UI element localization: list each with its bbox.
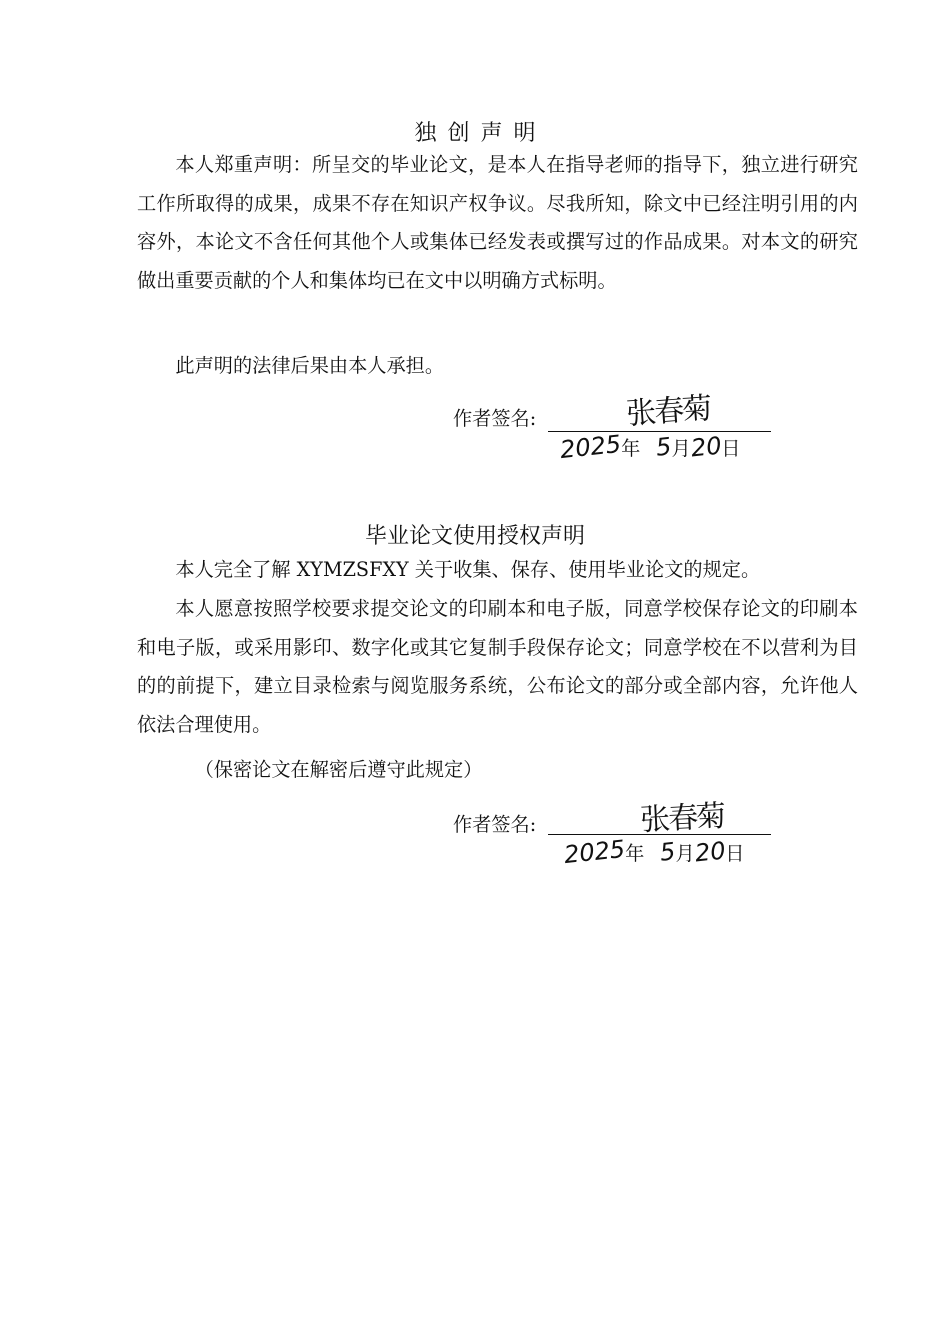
date-month: 5 bbox=[654, 432, 673, 462]
originality-declaration-paragraph: 本人郑重声明：所呈交的毕业论文，是本人在指导老师的指导下，独立进行研究工作所取得的成果，成果不存在知识产权争议。尽我所知，除文中已经注明引用的内容外，本论文不含任何其他个人或集体已经发表或撰写过的作品成果。对本文的研究做出重要贡献的个人和集体均已在文中以明确方式标明。 bbox=[137, 153, 858, 292]
originality-declaration-title: 独创声明 bbox=[414, 121, 547, 146]
signature-line bbox=[548, 431, 771, 432]
date-month: 5 bbox=[658, 837, 677, 867]
handwritten-signature: 张春菊 bbox=[639, 798, 726, 839]
authorization-terms-paragraph: 本人愿意按照学校要求提交论文的印刷本和电子版，同意学校保存论文的印刷本和电子版，或采用影印、数字化或其它复制手段保存论文；同意学校在不以营利为目的的前提下，建立目录检索与阅览服务系统，公布论文的部分或全部内容，允许他人依法合理使用。 bbox=[137, 597, 858, 736]
date-day-unit: 日 bbox=[725, 842, 745, 865]
signature-date bbox=[558, 429, 741, 465]
author-signature-label: 作者签名: bbox=[453, 813, 537, 836]
date-year-unit: 年 bbox=[621, 437, 641, 460]
authorization-intro-paragraph: 本人完全了解 XYMZSFXY 关于收集、保存、使用毕业论文的规定。 bbox=[175, 558, 761, 581]
date-day-unit: 日 bbox=[721, 437, 741, 460]
date-year: 2025 bbox=[558, 429, 623, 465]
date-year-unit: 年 bbox=[625, 842, 645, 865]
confidential-note: （保密论文在解密后遵守此规定） bbox=[194, 758, 483, 781]
date-month-unit: 月 bbox=[675, 842, 695, 865]
date-month-unit: 月 bbox=[671, 437, 691, 460]
legal-responsibility-paragraph: 此声明的法律后果由本人承担。 bbox=[175, 354, 445, 377]
author-signature-label: 作者签名: bbox=[453, 407, 537, 430]
date-day: 20 bbox=[693, 836, 727, 868]
date-day: 20 bbox=[689, 431, 723, 463]
date-year: 2025 bbox=[562, 834, 627, 870]
handwritten-signature: 张春菊 bbox=[625, 391, 712, 432]
authorization-declaration-title: 毕业论文使用授权声明 bbox=[364, 524, 585, 549]
signature-date bbox=[562, 834, 745, 870]
